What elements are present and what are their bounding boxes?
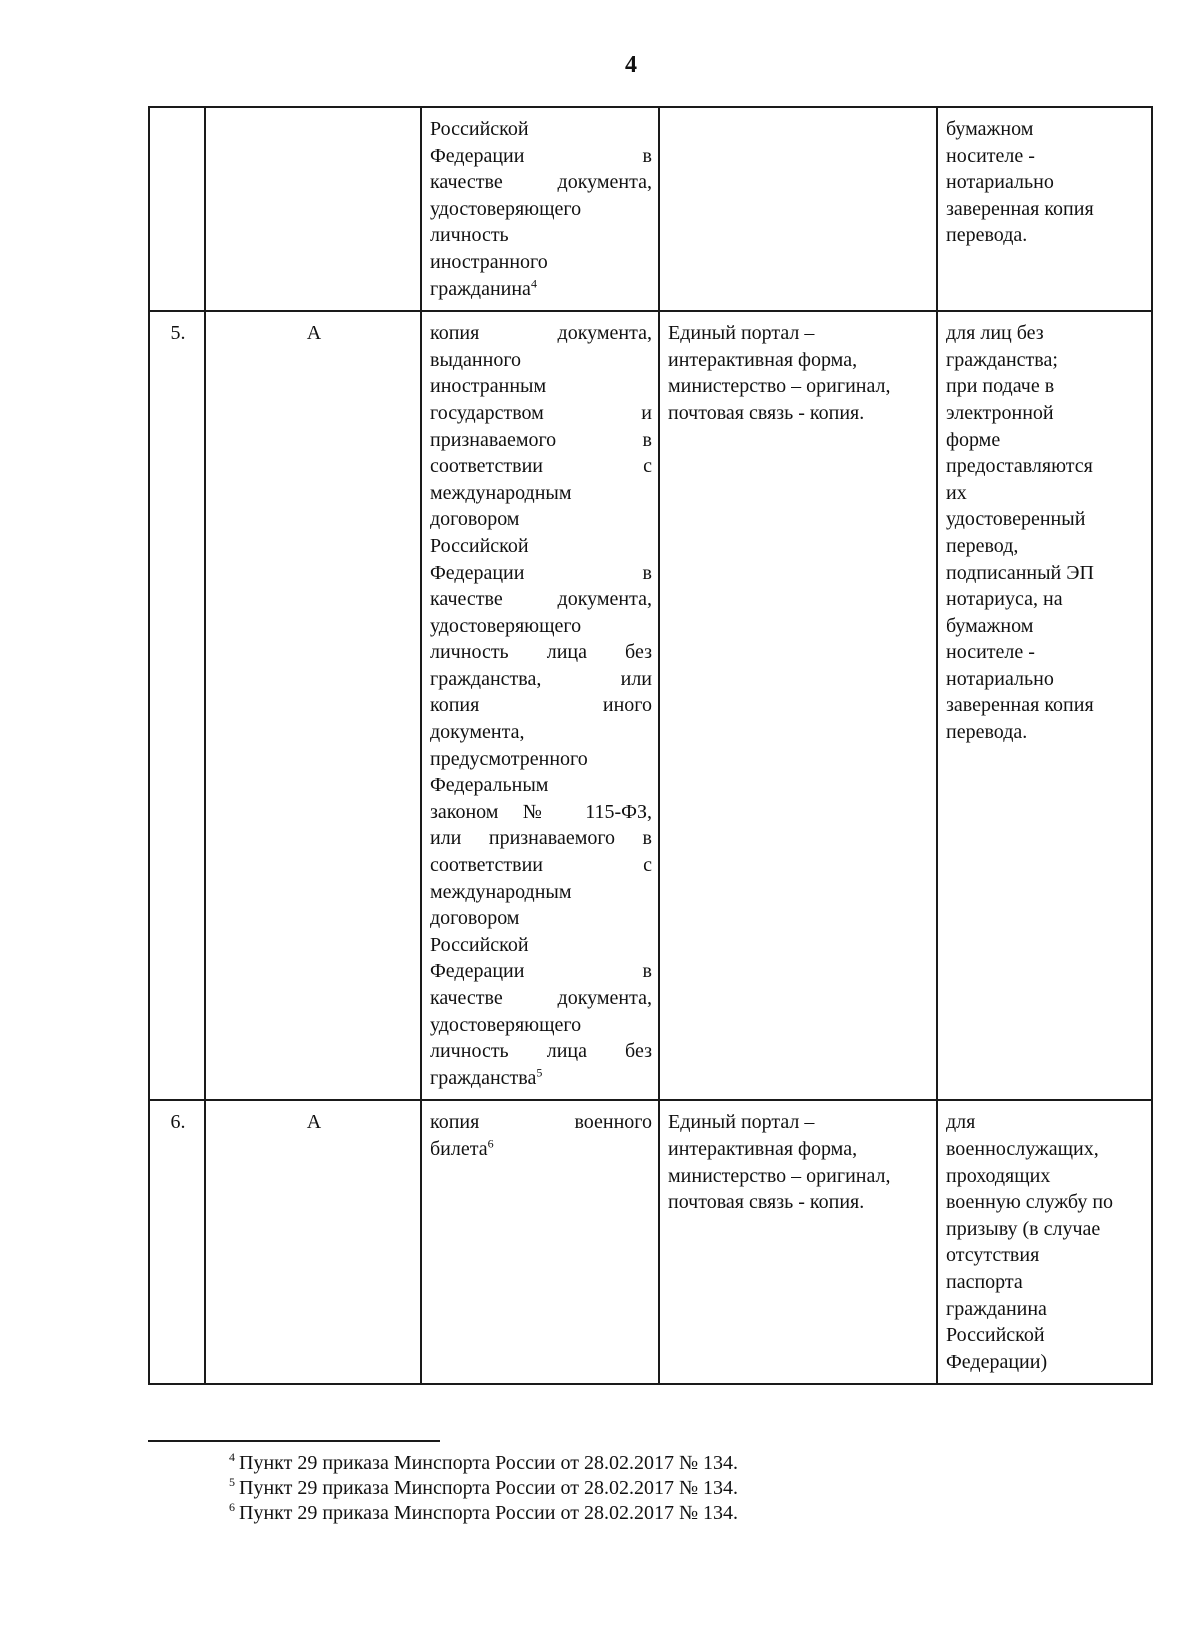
document-line: удостоверяющего bbox=[430, 197, 582, 220]
note-cell bbox=[937, 311, 1152, 1100]
document-line: признаваемого в bbox=[430, 428, 652, 451]
footnote-text: Пункт 29 приказа Минспорта России от 28.02.2017 № 134. bbox=[239, 1452, 739, 1474]
document-line bbox=[430, 276, 652, 303]
document-line: личность bbox=[430, 224, 509, 247]
footnote bbox=[229, 1501, 738, 1526]
row-code-cell: А bbox=[205, 311, 421, 1100]
footnote-ref: 5 bbox=[536, 1065, 543, 1080]
footnote-ref: 6 bbox=[487, 1136, 494, 1151]
document-line: качестве документа, bbox=[430, 171, 652, 194]
document-line: предусмотренного bbox=[430, 747, 588, 770]
submission-method-cell bbox=[659, 1100, 937, 1384]
document-line: Российской bbox=[430, 534, 529, 557]
document-line: Федерации в bbox=[430, 561, 652, 584]
document-line-text: билета bbox=[430, 1137, 488, 1160]
document-line: документа, bbox=[430, 721, 525, 744]
footnote bbox=[229, 1476, 738, 1501]
note-text: для военнослужащих, проходящих военную службу по призыву (в случае отсутствия паспорта гражданина Российской Федерации) bbox=[946, 1111, 1114, 1373]
document-line: международным bbox=[430, 481, 572, 504]
documents-table bbox=[148, 106, 1153, 1385]
table-row bbox=[149, 311, 1152, 1100]
row-number-cell bbox=[149, 107, 205, 311]
note-cell bbox=[937, 1100, 1152, 1384]
document-line: международным bbox=[430, 880, 572, 903]
document-line: иностранным bbox=[430, 375, 547, 398]
note-text: бумажном носителе - нотариально заверенная копия перевода. bbox=[946, 118, 1094, 247]
document-line: гражданства, или bbox=[430, 667, 652, 690]
document-line: договором bbox=[430, 907, 520, 930]
row-code-cell bbox=[205, 107, 421, 311]
document-line: удостоверяющего bbox=[430, 614, 582, 637]
document-line: Федеральным bbox=[430, 774, 549, 797]
document-line: Российской bbox=[430, 933, 529, 956]
document-line: копия документа, bbox=[430, 322, 652, 345]
document-cell bbox=[421, 311, 659, 1100]
document-line bbox=[430, 1136, 652, 1163]
row-code-cell: А bbox=[205, 1100, 421, 1384]
document-line: Федерации в bbox=[430, 144, 652, 167]
footnote-ref: 4 bbox=[530, 275, 537, 290]
row-number-cell: 6. bbox=[149, 1100, 205, 1384]
document-line: Федерации в bbox=[430, 960, 652, 983]
document-line bbox=[430, 1065, 652, 1092]
footnote-mark: 6 bbox=[229, 1500, 235, 1515]
footnote-text: Пункт 29 приказа Минспорта России от 28.02.2017 № 134. bbox=[239, 1477, 739, 1499]
document-line: или признаваемого в bbox=[430, 827, 652, 850]
note-cell bbox=[937, 107, 1152, 311]
document-line: законом № 115-ФЗ, bbox=[430, 800, 652, 823]
document-line: качестве документа, bbox=[430, 588, 652, 611]
document-line: иностранного bbox=[430, 250, 548, 273]
page-number: 4 bbox=[625, 52, 637, 78]
document-line: договором bbox=[430, 508, 520, 531]
document-line: личность лица без bbox=[430, 641, 652, 664]
footnote-mark: 4 bbox=[229, 1450, 235, 1465]
document-line: Российской bbox=[430, 118, 529, 140]
document-cell bbox=[421, 107, 659, 311]
note-text: для лиц без гражданства; при подаче в электронной форме предоставляются их удостоверенный перевод, подписанный ЭП нотариуса, на бумажном носителе - нотариально заверенная копия перевода. bbox=[946, 322, 1094, 744]
document-line-text: гражданина bbox=[430, 277, 531, 300]
footnote-divider bbox=[148, 1440, 440, 1442]
table-row bbox=[149, 1100, 1152, 1384]
document-line: выданного bbox=[430, 348, 522, 371]
document-line: государством и bbox=[430, 401, 652, 424]
footnote-mark: 5 bbox=[229, 1475, 235, 1490]
document-line-text: гражданства bbox=[430, 1066, 537, 1089]
submission-method-text: Единый портал – интерактивная форма, министерство – оригинал, почтовая связь - копия. bbox=[668, 1111, 891, 1214]
table-row bbox=[149, 107, 1152, 311]
document-cell bbox=[421, 1100, 659, 1384]
document-line: копия иного bbox=[430, 694, 652, 717]
footnote bbox=[229, 1451, 738, 1476]
document-line: качестве документа, bbox=[430, 987, 652, 1009]
document-line: личность лица без bbox=[430, 1040, 652, 1063]
submission-method-cell bbox=[659, 311, 937, 1100]
document-line: удостоверяющего bbox=[430, 1013, 582, 1036]
document-line: соответствии с bbox=[430, 854, 652, 877]
document-line: соответствии с bbox=[430, 455, 652, 478]
footnote-text: Пункт 29 приказа Минспорта России от 28.02.2017 № 134. bbox=[239, 1502, 739, 1524]
submission-method-cell bbox=[659, 107, 937, 311]
footnotes bbox=[229, 1451, 738, 1526]
row-number-cell: 5. bbox=[149, 311, 205, 1100]
submission-method-text: Единый портал – интерактивная форма, министерство – оригинал, почтовая связь - копия. bbox=[668, 322, 891, 424]
document-line: копия военного bbox=[430, 1111, 652, 1134]
